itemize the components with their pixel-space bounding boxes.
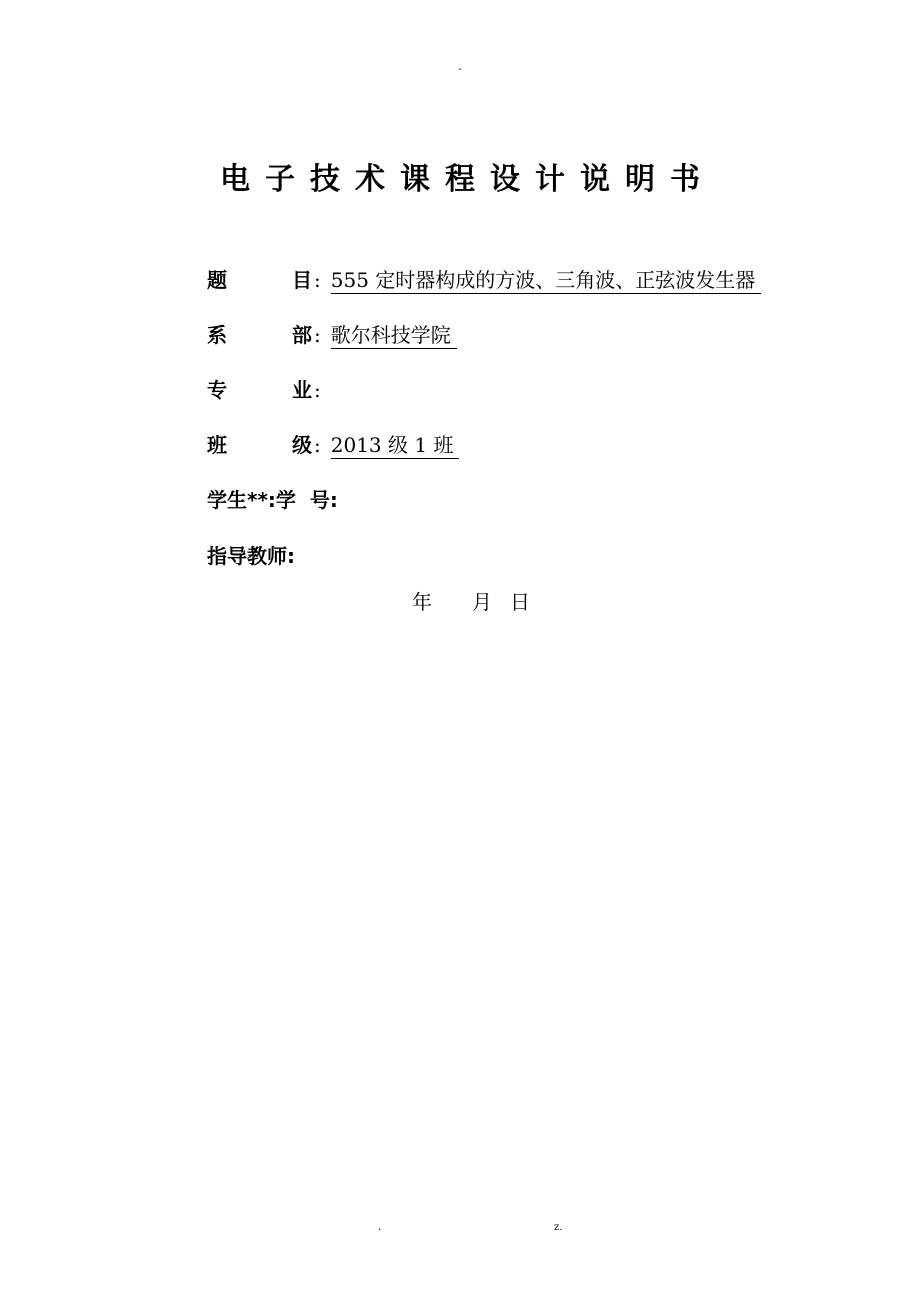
field-student-label: 学生**:学 号: (207, 488, 338, 512)
field-class-label (207, 429, 312, 461)
field-class (207, 429, 459, 461)
field-major-label (207, 374, 312, 406)
field-major-label-a: 专 (207, 378, 227, 402)
field-department-label-b: 部 (292, 323, 312, 347)
field-class-colon: : (314, 433, 321, 457)
field-major (207, 374, 321, 406)
footer-left-mark: . (378, 1222, 382, 1233)
field-topic-label-b: 目 (292, 268, 312, 292)
field-topic-label (207, 264, 312, 296)
field-topic (207, 264, 761, 296)
date-month: 月 (472, 590, 492, 614)
date-year: 年 (412, 590, 432, 614)
field-class-label-b: 级 (292, 433, 312, 457)
field-department-value: 歌尔科技学院 (331, 322, 457, 349)
field-advisor (207, 540, 295, 572)
field-department-label (207, 319, 312, 351)
field-topic-label-a: 题 (207, 268, 227, 292)
field-advisor-label: 指导教师: (207, 544, 295, 568)
field-topic-value: 555 定时器构成的方波、三角波、正弦波发生器 (331, 267, 762, 294)
document-title: 电子技术课程设计说明书 (220, 162, 715, 197)
field-major-label-b: 业 (292, 378, 312, 402)
footer-right-mark: z. (554, 1222, 563, 1233)
field-major-colon: : (314, 378, 321, 402)
field-department (207, 319, 457, 351)
header-mark: - (458, 64, 462, 75)
field-class-value: 2013 级 1 班 (331, 432, 460, 459)
date-line (412, 587, 530, 617)
date-day: 日 (510, 590, 530, 614)
field-class-label-a: 班 (207, 433, 227, 457)
field-department-colon: : (314, 323, 321, 347)
field-student (207, 484, 338, 516)
field-topic-colon: : (314, 268, 321, 292)
field-department-label-a: 系 (207, 323, 227, 347)
